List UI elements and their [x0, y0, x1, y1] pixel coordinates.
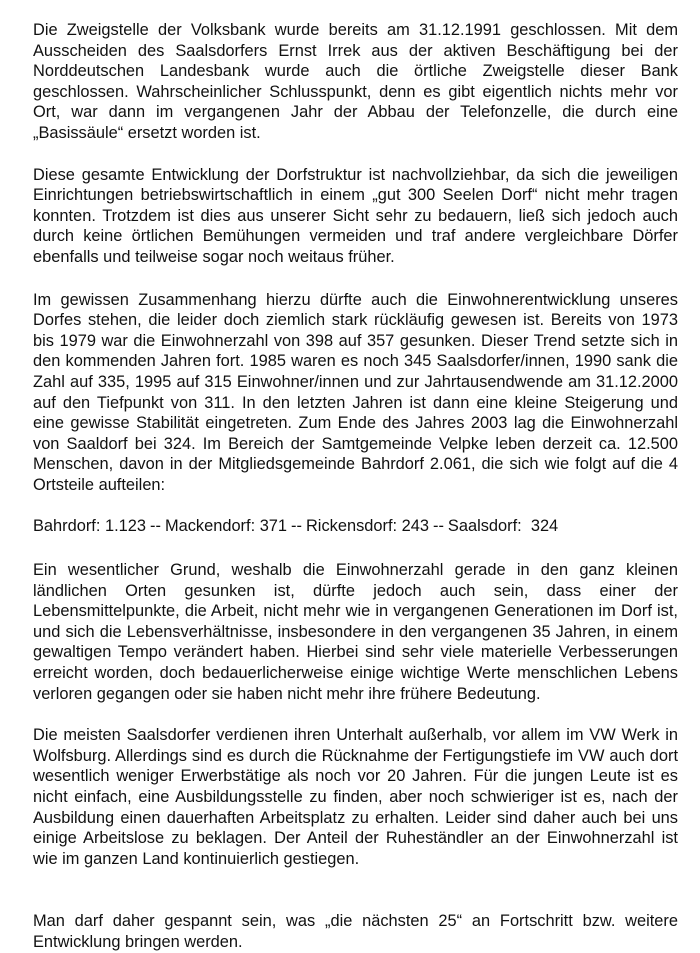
separator: --	[150, 517, 161, 536]
paragraph-population-development: Im gewissen Zusammenhang hierzu dürfte auch die Einwohnerentwicklung unseres Dorfes stehen, die leider doch ziemlich stark rückläufig gewesen ist. Bereits von 1973 bis 1979 war die Einwohnerzahl von 398 auf 357 gesunken. Dieser Trend setzte sich in den kommenden Jahren fort. 1985 waren es noch 345 Saalsdorfer/innen, 1990 sank die Zahl auf 335, 1995 auf 315 Einwohner/innen und zur Jahrtausendwende am 31.12.2000 auf den Tiefpunkt von 311. In den letzten Jahren ist dann eine kleine Steigerung und eine gewisse Stabilität eingetreten. Zum Ende des Jahres 2003 lag die Einwohnerzahl von Saaldorf bei 324. Im Bereich der Samtgemeinde Velpke leben derzeit ca. 12.500 Menschen, davon in der Mitgliedsgemeinde Bahrdorf 2.061, die sich wie folgt auf die 4 Ortsteile aufteilen:	[33, 290, 678, 494]
district-value: 1.123	[104, 517, 147, 536]
district-name: Mackendorf	[164, 517, 251, 536]
district-value: 324	[530, 517, 559, 536]
district-name: Rickensdorf	[305, 517, 393, 536]
district-population-list: Bahrdorf: 1.123 -- Mackendorf: 371 -- Rickensdorf: 243 -- Saalsdorf: 324	[33, 517, 559, 536]
district-name: Saalsdorf	[447, 517, 518, 536]
paragraph-village-structure: Diese gesamte Entwicklung der Dorfstruktur ist nachvollziehbar, da sich die jeweiligen Einrichtungen betriebswirtschaftlich in einem „gut 300 Seelen Dorf“ nicht mehr tragen konnten. Trotzdem ist dies aus unserer Sicht sehr zu bedauern, ließ sich jedoch auch durch keine örtlichen Bemühungen vermeiden und traf andere vergleichbare Dörfer ebenfalls und teilweise sogar noch weitaus früher.	[33, 165, 678, 266]
district-value: 371	[259, 517, 288, 536]
separator: --	[432, 517, 444, 536]
paragraph-outlook: Man darf daher gespannt sein, was „die nächsten 25“ an Fortschritt bzw. weitere Entwicklung bringen werden.	[33, 912, 678, 951]
paragraph-bank-closures: Die Zweigstelle der Volksbank wurde bereits am 31.12.1991 geschlossen. Mit dem Ausscheiden des Saalsdorfers Ernst Irrek aus der aktiven Beschäftigung bei der Norddeutschen Landesbank wurde auch die örtliche Zweigstelle dieser Bank geschlossen. Wahrscheinlicher Schlusspunkt, denn es gibt eigentlich nichts mehr vor Ort, war dann im vergangenen Jahr der Abbau der Telefonzelle, die durch eine „Basissäule“ ersetzt worden ist.	[33, 21, 678, 142]
district-value: 243	[401, 517, 429, 536]
paragraph-reasons: Ein wesentlicher Grund, weshalb die Einwohnerzahl gerade in den ganz kleinen ländlichen Orten gesunken ist, dürfte jedoch auch sein, dass einer der Lebensmittelpunkte, die Arbeit, nicht mehr wie in vergangenen Generationen im Dorf ist, und sich die Lebensverhältnisse, insbesondere in den vergangenen 35 Jahren, in einem gewaltigen Tempo verändert haben. Hierbei sind sehr viele materielle Verbesserungen erreicht worden, doch bedauerlicherweise einige wichtige Werte menschlichen Lebens verloren gegangen oder sie haben nicht mehr ihre frühere Bedeutung.	[33, 561, 678, 703]
district-name: Bahrdorf	[33, 517, 96, 536]
paragraph-employment: Die meisten Saalsdorfer verdienen ihren Unterhalt außerhalb, vor allem im VW Werk in Wolfsburg. Allerdings sind es durch die Rücknahme der Fertigungstiefe im VW auch dort wesentlich weniger Erwerbstätige als noch vor 20 Jahren. Für die jungen Leute ist es nicht einfach, eine Ausbildungsstelle zu finden, aber noch schwieriger ist es, nach der Ausbildung einen dauerhaften Arbeitsplatz zu erhalten. Leider sind daher auch bei uns einige Arbeitslose zu beklagen. Der Anteil der Ruheständler an der Einwohnerzahl ist wie im ganzen Land kontinuierlich gestiegen.	[33, 726, 678, 868]
separator: --	[291, 517, 302, 536]
